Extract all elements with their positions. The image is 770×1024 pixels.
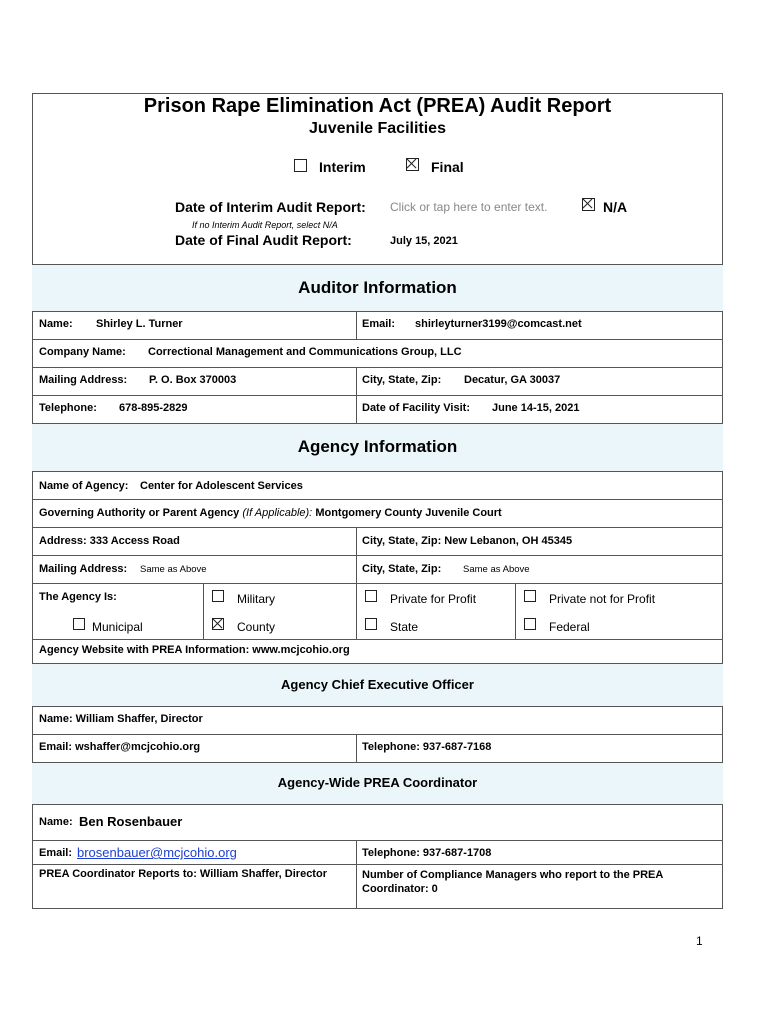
coordinator-reports-to: PREA Coordinator Reports to: William Shaffer, Director bbox=[39, 868, 327, 880]
report-title: Prison Rape Elimination Act (PREA) Audit Report bbox=[143, 95, 612, 117]
coordinator-email-label: Email: bbox=[39, 847, 73, 859]
municipal-checkbox[interactable] bbox=[73, 618, 85, 630]
ceo-name: Name: William Shaffer, Director bbox=[39, 713, 203, 725]
page-number: 1 bbox=[696, 934, 703, 948]
agency-website: Agency Website with PREA Information: www.mcjcohio.org bbox=[39, 644, 350, 656]
ceo-section-title: Agency Chief Executive Officer bbox=[281, 677, 474, 692]
auditor-city-label: City, State, Zip: bbox=[362, 374, 442, 386]
private-profit-label: Private for Profit bbox=[390, 592, 477, 606]
agency-mailing-value: Same as Above bbox=[140, 564, 207, 575]
visit-date-label: Date of Facility Visit: bbox=[362, 402, 470, 414]
interim-label: Interim bbox=[319, 159, 366, 175]
auditor-name-label: Name: bbox=[39, 318, 73, 330]
coordinator-section-header bbox=[32, 762, 723, 804]
agency-mailing-label: Mailing Address: bbox=[39, 563, 128, 575]
compliance-managers: Number of Compliance Managers who report to the PREA Coordinator: 0 bbox=[362, 869, 663, 895]
municipal-label: Municipal bbox=[92, 620, 143, 634]
private-nonprofit-label: Private not for Profit bbox=[549, 592, 656, 606]
governing-label-text: Governing Authority or Parent Agency bbox=[39, 507, 240, 519]
final-checkbox[interactable] bbox=[406, 158, 419, 171]
military-label: Military bbox=[237, 592, 275, 606]
final-date-value: July 15, 2021 bbox=[390, 235, 458, 247]
ceo-section-header bbox=[32, 663, 723, 706]
report-subtitle: Juvenile Facilities bbox=[309, 120, 446, 137]
coordinator-section-title: Agency-Wide PREA Coordinator bbox=[277, 775, 478, 790]
private-nonprofit-checkbox[interactable] bbox=[524, 590, 536, 602]
agency-address: Address: 333 Access Road bbox=[39, 535, 180, 547]
final-label: Final bbox=[431, 159, 464, 175]
ceo-phone: Telephone: 937-687-7168 bbox=[362, 741, 492, 753]
company-value: Correctional Management and Communications Group, LLC bbox=[148, 346, 462, 358]
interim-date-label: Date of Interim Audit Report: bbox=[175, 199, 366, 215]
auditor-email-label: Email: bbox=[362, 318, 396, 330]
interim-date-input[interactable]: Click or tap here to enter text. bbox=[390, 200, 548, 214]
governing-label bbox=[39, 507, 502, 519]
agency-city2-value: Same as Above bbox=[463, 564, 530, 575]
ceo-email: Email: wshaffer@mcjcohio.org bbox=[39, 741, 201, 753]
agency-section-title: Agency Information bbox=[297, 437, 458, 456]
auditor-section-title: Auditor Information bbox=[298, 278, 457, 297]
final-date-label: Date of Final Audit Report: bbox=[175, 232, 352, 248]
state-label: State bbox=[390, 620, 419, 634]
governing-value: Montgomery County Juvenile Court bbox=[315, 507, 502, 519]
agency-city2-label: City, State, Zip: bbox=[362, 563, 442, 575]
coordinator-name-value: Ben Rosenbauer bbox=[79, 814, 183, 829]
na-label: N/A bbox=[603, 199, 628, 215]
agency-name-label: Name of Agency: bbox=[39, 480, 129, 492]
private-profit-checkbox[interactable] bbox=[365, 590, 377, 602]
agency-name-value: Center for Adolescent Services bbox=[140, 480, 303, 492]
state-checkbox[interactable] bbox=[365, 618, 377, 630]
coordinator-phone: Telephone: 937-687-1708 bbox=[362, 847, 492, 859]
auditor-section-header bbox=[32, 264, 723, 311]
agency-is-label: The Agency Is: bbox=[39, 591, 117, 603]
coordinator-email-link[interactable]: brosenbauer@mcjcohio.org bbox=[77, 845, 237, 860]
auditor-phone-value: 678-895-2829 bbox=[119, 402, 188, 414]
federal-label: Federal bbox=[549, 620, 590, 634]
county-checkbox[interactable] bbox=[212, 618, 224, 630]
auditor-mailing-value: P. O. Box 370003 bbox=[149, 374, 237, 386]
auditor-city-value: Decatur, GA 30037 bbox=[464, 374, 561, 386]
auditor-name-value: Shirley L. Turner bbox=[96, 318, 183, 330]
company-label: Company Name: bbox=[39, 346, 126, 358]
auditor-email-value: shirleyturner3199@comcast.net bbox=[415, 318, 582, 330]
na-checkbox[interactable] bbox=[582, 198, 595, 211]
interim-checkbox[interactable] bbox=[294, 159, 307, 172]
visit-date-value: June 14-15, 2021 bbox=[492, 402, 580, 414]
agency-city: City, State, Zip: New Lebanon, OH 45345 bbox=[362, 535, 573, 547]
governing-hint: (If Applicable): bbox=[242, 507, 313, 519]
auditor-mailing-label: Mailing Address: bbox=[39, 374, 128, 386]
coordinator-name-label: Name: bbox=[39, 816, 73, 828]
auditor-phone-label: Telephone: bbox=[39, 402, 97, 414]
federal-checkbox[interactable] bbox=[524, 618, 536, 630]
military-checkbox[interactable] bbox=[212, 590, 224, 602]
agency-section-header bbox=[32, 423, 723, 471]
county-label: County bbox=[237, 620, 276, 634]
interim-note: If no Interim Audit Report, select N/A bbox=[192, 220, 338, 230]
